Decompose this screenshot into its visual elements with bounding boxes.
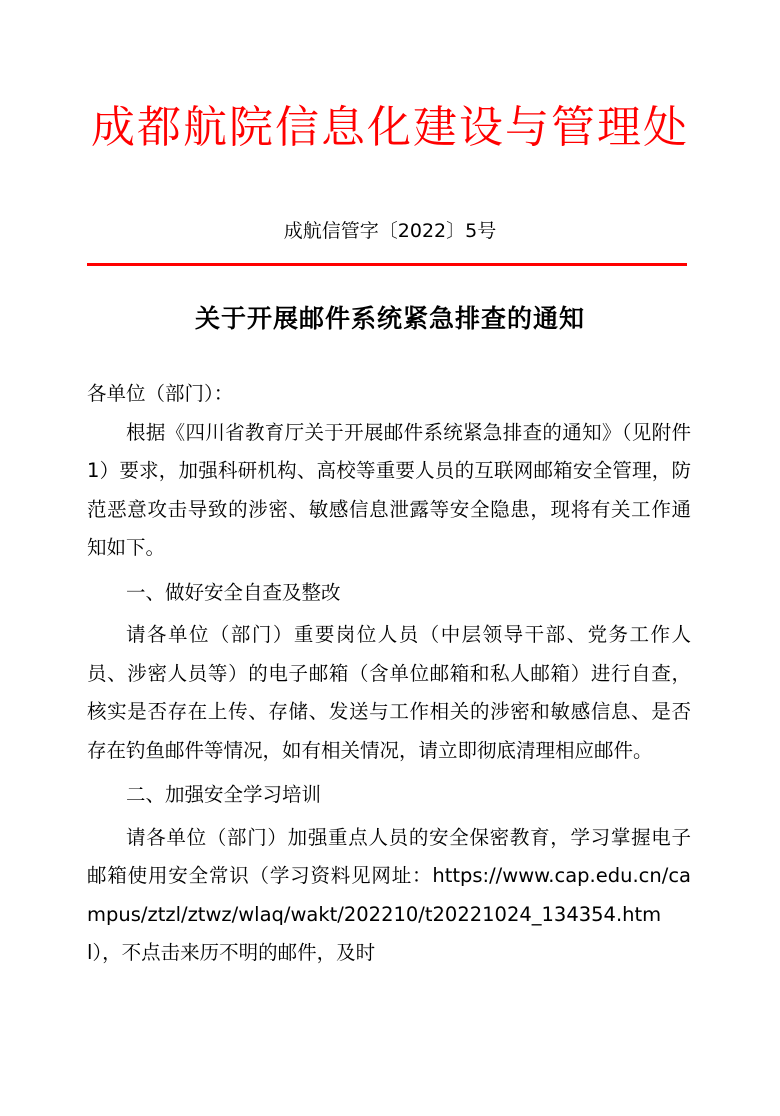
section-2-paragraph <box>87 819 691 973</box>
study-material-link[interactable]: https://www.cap.edu.cn/campus/ztzl/ztwz/wlaq/wakt/202210/t20221024_134354.html <box>87 864 691 964</box>
section-2-text-before-url: 请各单位（部门）加强重点人员的安全保密教育，学习掌握电子邮箱使用安全常识（学习资料见网址： <box>87 825 691 887</box>
org-masthead: 成都航院信息化建设与管理处 <box>91 102 689 153</box>
notice-body <box>87 375 691 973</box>
salutation: 各单位（部门）： <box>87 382 234 405</box>
section-1-paragraph: 请各单位（部门）重要岗位人员（中层领导干部、党务工作人员、涉密人员等）的电子邮箱（含单位邮箱和私人邮箱）进行自查，核实是否存在上传、存储、发送与工作相关的涉密和敏感信息、是否存在钓鱼邮件等情况，如有相关情况，请立即彻底清理相应邮件。 <box>87 623 691 762</box>
section-1-heading: 一、做好安全自查及整改 <box>126 580 341 604</box>
notice-title: 关于开展邮件系统紧急排查的通知 <box>194 304 585 333</box>
section-2-text-after-url: ），不点击来历不明的邮件，及时 <box>92 941 376 964</box>
document-number: 成航信管字〔2022〕5号 <box>283 220 497 242</box>
section-2-heading: 二、加强安全学习培训 <box>126 783 322 806</box>
red-divider-line <box>87 263 687 266</box>
intro-paragraph: 根据《四川省教育厅关于开展邮件系统紧急排查的通知》（见附件1）要求，加强科研机构、高校等重要人员的互联网邮箱安全管理，防范恶意攻击导致的涉密、敏感信息泄露等安全隐患，现将有关工作通知如下。 <box>87 420 691 559</box>
